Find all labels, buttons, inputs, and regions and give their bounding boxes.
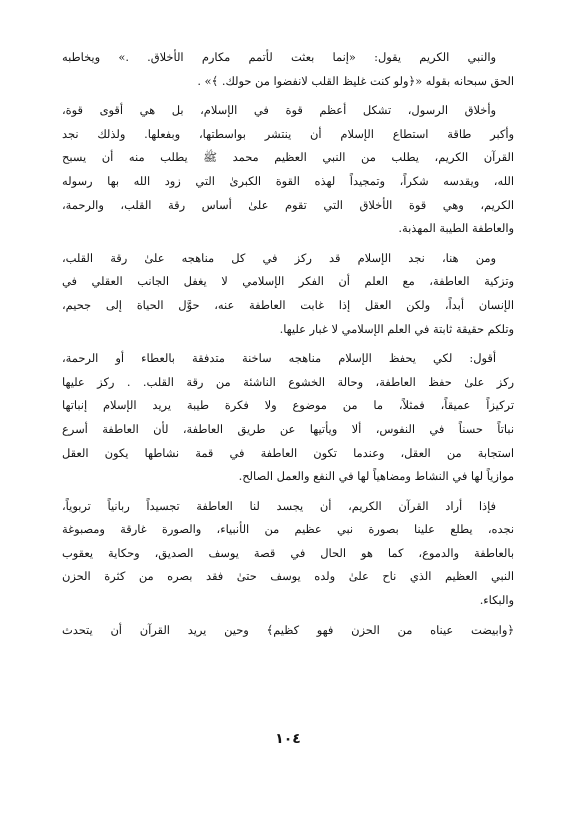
text-line: استجابة من العقل، وعندما تكون العاطفة في قمة نشاطها يكون العقل <box>62 445 514 460</box>
text-line: نباتاً حسناً في النفوس، ألا ويأتيها عن طريق العاطفة، لأن العاطفة أسرع <box>62 421 514 436</box>
text-line: وأخلاق الرسول، تشكل أعظم قوة في الإسلام، بل هي أقوى قوة، <box>62 103 496 118</box>
text-line: والعاطفة الطيبة المهذبة. <box>398 221 514 236</box>
text-line: الكريم، وهي قوة الأخلاق التي تقوم علىٰ أساس رقة القلب، والرحمة، <box>62 197 514 212</box>
text-line: الله، ويقدسه شكراً، وتمجيداً لهذه القوة الكبرىٰ التي زود الله بها رسوله <box>62 173 514 188</box>
text-line: القرآن الكريم، يطلب من النبي العظيم محمد ﷺ يطلب منه أن يسبح <box>62 150 514 165</box>
text-line: ومن هنا، نجد الإسلام قد ركز في كل مناهجه علىٰ رقة القلب، <box>62 250 496 265</box>
page-body <box>62 46 514 642</box>
text-line: والنبي الكريم يقول: «إنما بعثت لأتمم مكارم الأخلاق. .» ويخاطبه <box>62 50 496 64</box>
text-line: بالعاطفة والدموع، كما هو الحال في قصة يوسف الصديق، وحكاية يعقوب <box>62 545 514 560</box>
paragraph-2 <box>62 99 514 241</box>
text-line: وتلكم حقيقة ثابتة في العلم الإسلامي لا غبار عليها. <box>279 321 514 336</box>
text-line: ﴿وابيضت عيناه من الحزن فهو كظيم﴾ وحين يريد القرآن أن يتحدث <box>62 622 514 637</box>
paragraph-4 <box>62 347 514 489</box>
text-line: الحق سبحانه بقوله «﴿ولو كنت غليظ القلب لانفضوا من حولك. ﴾» . <box>197 73 514 88</box>
text-line: وأكبر طاقة استطاع الإسلام أن ينتشر بواسطتها، وبفعلها. ولذلك نجد <box>62 126 514 141</box>
paragraph-5 <box>62 495 514 613</box>
paragraph-6 <box>62 619 514 643</box>
text-line: الإنسان أبداً، ولكن العقل إذا غابت العاطفة عنه، حوَّل الحياة إلى جحيم، <box>62 297 514 312</box>
text-line: فإذا أراد القرآن الكريم، أن يجسد لنا العاطفة تجسيداً ربانياً تربوياً، <box>62 498 496 513</box>
text-line: أقول: لكي يحفظ الإسلام مناهجه ساخنة متدفقة بالعطاء أو الرحمة، <box>62 351 496 366</box>
text-line: ركز علىٰ حفظ العاطفة، وحالة الخشوع الناشئة من رقة القلب. . ركز عليها <box>62 374 514 389</box>
text-line: وتزكية العاطفة، مع العلم أن الفكر الإسلامي لا يغفل الجانب العقلي في <box>62 274 514 289</box>
paragraph-3 <box>62 247 514 341</box>
page-number: ١٠٤ <box>275 731 301 747</box>
text-line: النبي العظيم الذي ناح علىٰ ولده يوسف حتىٰ فقد بصره من كثرة الحزن <box>62 569 514 584</box>
text-line: موازياً لها في النشاط ومضاهياً لها في النفع والعمل الصالح. <box>238 469 514 484</box>
paragraph-1 <box>62 46 514 93</box>
text-line: تركيزاً عميقاً، فمثلاً، ما من موضوع ولا فكرة طيبة يريد الإسلام إنباتها <box>62 398 514 413</box>
text-line: نجده، يطلع علينا بصورة نبي عظيم من الأنبياء، والصورة غارقة ومصبوغة <box>62 522 514 537</box>
text-line: والبكاء. <box>479 593 514 608</box>
